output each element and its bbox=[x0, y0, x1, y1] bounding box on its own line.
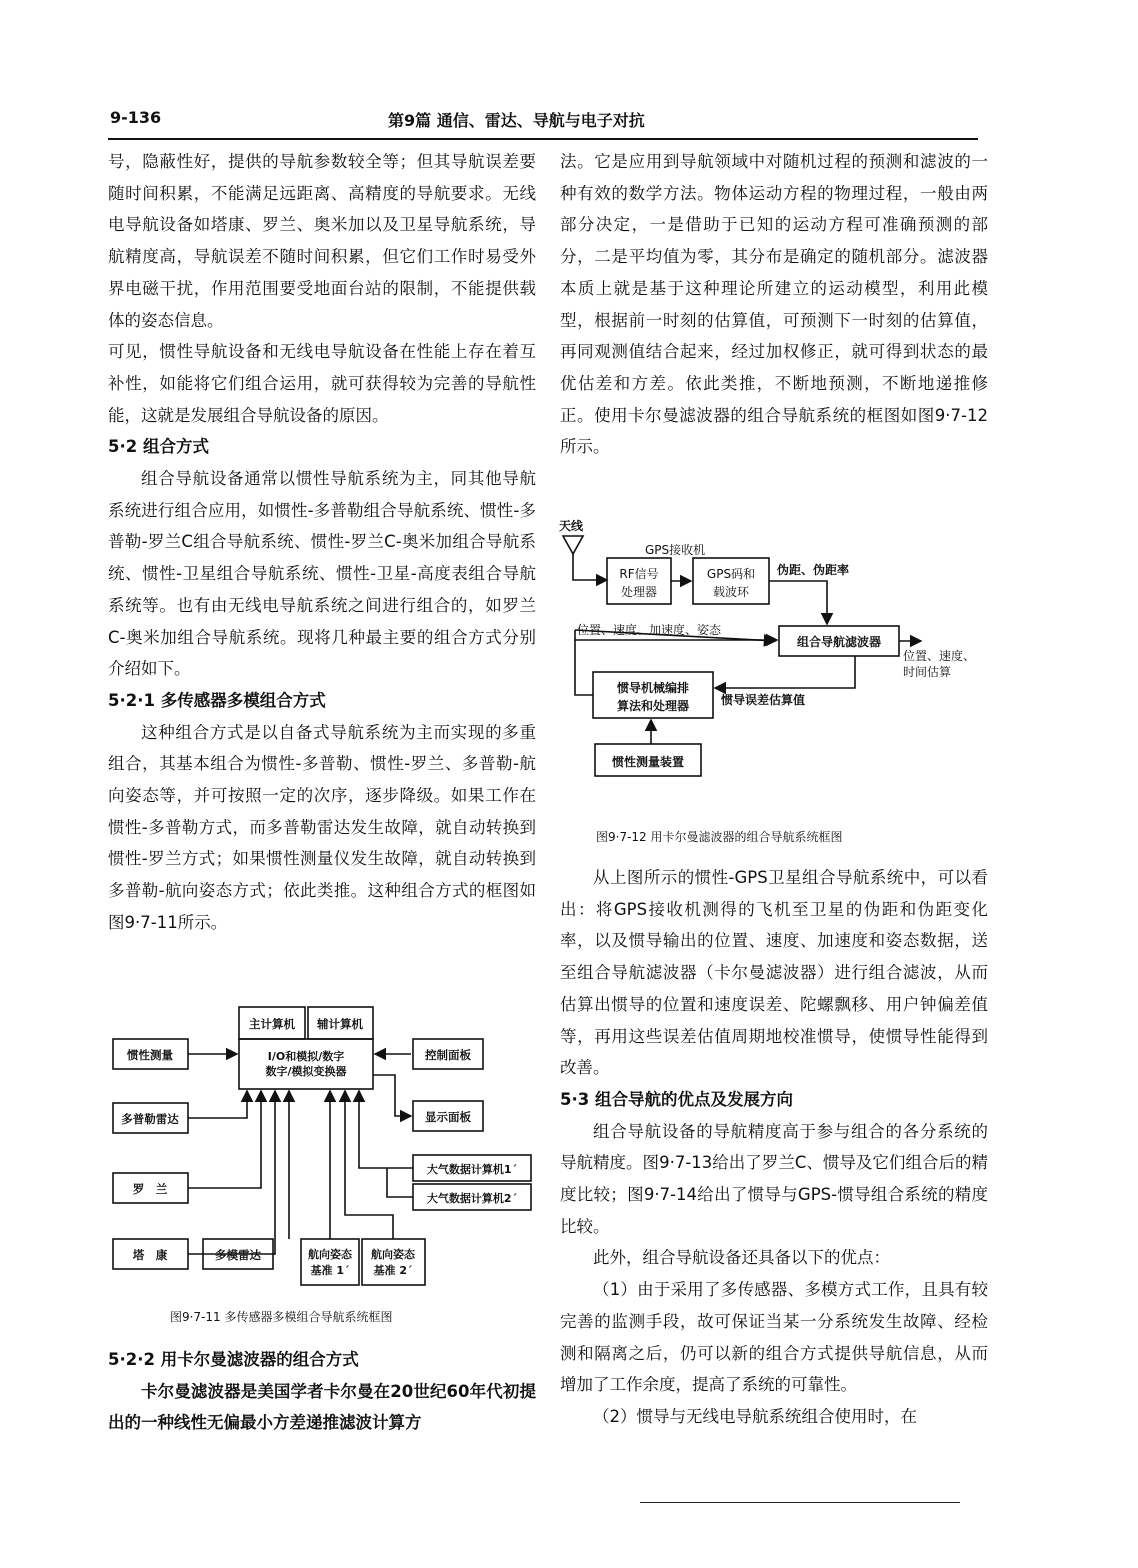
pseudo-range-label: 伪距、伪距率 bbox=[777, 563, 850, 577]
main-computer-label: 主计算机 bbox=[249, 1017, 295, 1031]
paragraph: （2）惯导与无线电导航系统组合使用时，在 bbox=[593, 1406, 917, 1426]
aux-computer-label: 辅计算机 bbox=[317, 1017, 363, 1031]
inertial-label: 惯性测量 bbox=[127, 1048, 173, 1062]
control-panel-label: 控制面板 bbox=[425, 1048, 471, 1062]
page-number: 9-136 bbox=[110, 108, 162, 127]
multimode-radar-label: 多模雷达 bbox=[215, 1248, 261, 1262]
figure-9-7-11 bbox=[105, 995, 540, 1295]
paragraph: 从上图所示的惯性-GPS卫星组合导航系统中，可以看出：将GPS接收机测得的飞机至卫星的伪距和伪距变化率，以及惯导输出的位置、速度、加速度和姿态数据，送至组合导航滤波器（卡尔曼滤波器）进行组合滤波，从而估算出惯导的位置和速度误差、陀螺飘移、用户钟偏差值等，再用这些误差估值周期地校准惯导，使惯导性能得到改善。 bbox=[560, 868, 988, 1078]
header-rule bbox=[108, 138, 978, 140]
tacan-label: 塔 康 bbox=[132, 1248, 168, 1262]
rf-processor-label: RF信号 bbox=[619, 567, 659, 581]
ins-processor-label: 惯导机械编排 bbox=[616, 681, 690, 695]
rf-processor-label: 处理器 bbox=[620, 585, 658, 599]
adc1-label: 大气数据计算机1ˊ bbox=[426, 1163, 518, 1176]
imu-label: 惯性测量装置 bbox=[611, 755, 685, 769]
ahrs1-label: 基准 1ˊ bbox=[310, 1264, 350, 1277]
section-heading: 5·3 组合导航的优点及发展方向 bbox=[560, 1089, 793, 1109]
antenna-icon bbox=[563, 536, 583, 554]
io-converter-label: 数字/模拟变换器 bbox=[265, 1065, 347, 1078]
ahrs1-label: 航向姿态 bbox=[308, 1248, 352, 1261]
left-column-tail bbox=[108, 1344, 536, 1439]
figure-caption: 图9·7-12 用卡尔曼滤波器的组合导航系统框图 bbox=[596, 830, 843, 844]
paragraph: 此外，组合导航设备还具备以下的优点： bbox=[593, 1248, 890, 1268]
footer-rule bbox=[640, 1502, 960, 1503]
output-label: 位置、速度、 bbox=[903, 649, 976, 663]
pva-label: 位置、速度、加速度、姿态 bbox=[577, 623, 722, 637]
paragraph: 组合导航设备通常以惯性导航系统为主，同其他导航系统进行组合应用，如惯性-多普勒组合导航系统、惯性-多普勒-罗兰C组合导航系统、惯性-罗兰C-奥米加组合导航系统、惯性-卫星组合导航系统、惯性-卫星-高度表组合导航系统等。也有由无线电导航系统之间进行组合的，如罗兰C-奥米加组合导航系统。现将几种最主要的组合方式分别介绍如下。 bbox=[108, 469, 536, 679]
left-column bbox=[108, 146, 536, 939]
ahrs2-label: 航向姿态 bbox=[371, 1248, 415, 1261]
filter-label: 组合导航滤波器 bbox=[796, 635, 882, 649]
display-panel-label: 显示面板 bbox=[425, 1110, 471, 1124]
right-column bbox=[560, 146, 988, 463]
code-loop-label: GPS码和 bbox=[706, 567, 756, 581]
ahrs2-label: 基准 2ˊ bbox=[373, 1264, 413, 1277]
subsection-heading: 5·2·1 多传感器多模组合方式 bbox=[108, 690, 326, 710]
gps-receiver-label: GPS接收机 bbox=[645, 543, 706, 557]
paragraph: 号，隐蔽性好，提供的导航参数较全等；但其导航误差要随时间积累，不能满足远距离、高精度的导航要求。无线电导航设备如塔康、罗兰、奥米加以及卫星导航系统，导航精度高，导航误差不随时间积累，但它们工作时易受外界电磁干扰，作用范围要受地面台站的限制，不能提供载体的姿态信息。 bbox=[108, 152, 536, 330]
figure-9-7-12 bbox=[555, 512, 995, 787]
paragraph: 这种组合方式是以自备式导航系统为主而实现的多重组合，其基本组合为惯性-多普勒、惯性-罗兰、多普勒-航向姿态等，并可按照一定的次序，逐步降级。如果工作在惯性-多普勒方式，而多普勒雷达发生故障，就自动转换到惯性-罗兰方式；如果惯性测量仪发生故障，就自动转换到多普勒-航向姿态方式；依此类推。这种组合方式的框图如图9·7-11所示。 bbox=[108, 722, 536, 932]
paragraph: 法。它是应用到导航领域中对随机过程的预测和滤波的一种有效的数学方法。物体运动方程的物理过程，一般由两部分决定，一是借助于已知的运动方程可准确预测的部分，二是平均值为零，其分布是确定的随机部分。滤波器本质上就是基于这种理论所建立的运动模型，利用此模型，根据前一时刻的估算值，可预测下一时刻的估算值，再同观测值结合起来，经过加权修正，就可得到状态的最优估差和方差。依此类推，不断地预测，不断地递推修正。使用卡尔曼滤波器的组合导航系统的框图如图9·7-12所示。 bbox=[560, 152, 988, 457]
doppler-label: 多普勒雷达 bbox=[121, 1112, 179, 1126]
io-converter-label: I/O和模拟/数字 bbox=[267, 1050, 345, 1063]
right-column-tail bbox=[560, 862, 988, 1433]
subsection-heading: 5·2·2 用卡尔曼滤波器的组合方式 bbox=[108, 1350, 359, 1369]
code-loop-label: 载波环 bbox=[712, 585, 750, 599]
paragraph: 卡尔曼滤波器是美国学者卡尔曼在20世纪60年代初提出的一种线性无偏最小方差递推滤波计算方 bbox=[108, 1381, 536, 1433]
loran-label: 罗 兰 bbox=[132, 1182, 168, 1196]
output-label: 时间估算 bbox=[903, 665, 952, 679]
figure-caption: 图9·7-11 多传感器多模组合导航系统框图 bbox=[170, 1310, 393, 1324]
ins-processor-label: 算法和处理器 bbox=[616, 699, 690, 713]
error-estimate-label: 惯导误差估算值 bbox=[721, 693, 806, 707]
paragraph: （1）由于采用了多传感器、多模方式工作，且具有较完善的监测手段，故可保证当某一分系统发生故障、经检测和隔离之后，仍可以新的组合方式提供导航信息，从而增加了工作余度，提高了系统的可靠性。 bbox=[560, 1280, 988, 1395]
section-heading: 5·2 组合方式 bbox=[108, 437, 209, 457]
paragraph: 组合导航设备的导航精度高于参与组合的各分系统的导航精度。图9·7-13给出了罗兰C、惯导及它们组合后的精度比较；图9·7-14给出了惯导与GPS-惯导组合系统的精度比较。 bbox=[560, 1121, 988, 1236]
antenna-label: 天线 bbox=[559, 519, 584, 533]
adc2-label: 大气数据计算机2ˊ bbox=[426, 1192, 518, 1205]
running-header: 第9篇 通信、雷达、导航与电子对抗 bbox=[388, 111, 645, 130]
paragraph: 可见，惯性导航设备和无线电导航设备在性能上存在着互补性，如能将它们组合运用，就可获得较为完善的导航性能，这就是发展组合导航设备的原因。 bbox=[108, 342, 536, 425]
